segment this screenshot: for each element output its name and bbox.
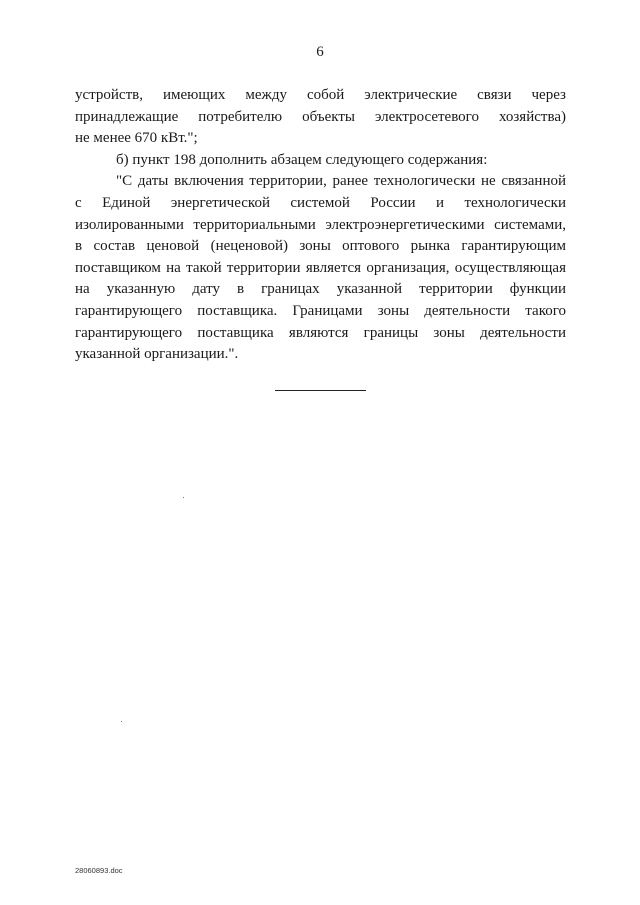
text-line: изолированными территориальными электроэнергетическими системами, [75,216,566,233]
text-line: поставщиком на такой территории является организация, осуществляющая [75,259,566,276]
text-line: устройств, имеющих между собой электрические связи через [75,87,566,103]
document-body [75,85,566,366]
scan-speck [121,721,122,722]
text-line: в состав ценовой (неценовой) зоны оптового рынка гарантирующим [75,238,566,255]
paragraph [75,171,566,365]
text-line: не менее 670 кВт."; [75,130,198,147]
text-line: "С даты включения территории, ранее технологически не связанной [116,173,566,190]
text-line: указанной организации.". [75,346,239,363]
text-line: на указанную дату в границах указанной территории функции [75,281,566,298]
paragraph [75,85,566,150]
document-file-reference: 28060893.doc [75,866,123,875]
text-line: принадлежащие потребителю объекты электросетевого хозяйства) [75,108,566,125]
text-line: б) пункт 198 дополнить абзацем следующего содержания: [116,151,488,168]
end-separator-line [275,390,366,391]
scan-speck [183,497,184,498]
text-line: гарантирующего поставщика. Границами зоны деятельности такого [75,302,566,319]
paragraph [75,150,566,172]
page-number: 6 [316,44,324,60]
text-line: гарантирующего поставщика являются границы зоны деятельности [75,324,566,341]
text-line: с Единой энергетической системой России и технологически [75,194,566,211]
